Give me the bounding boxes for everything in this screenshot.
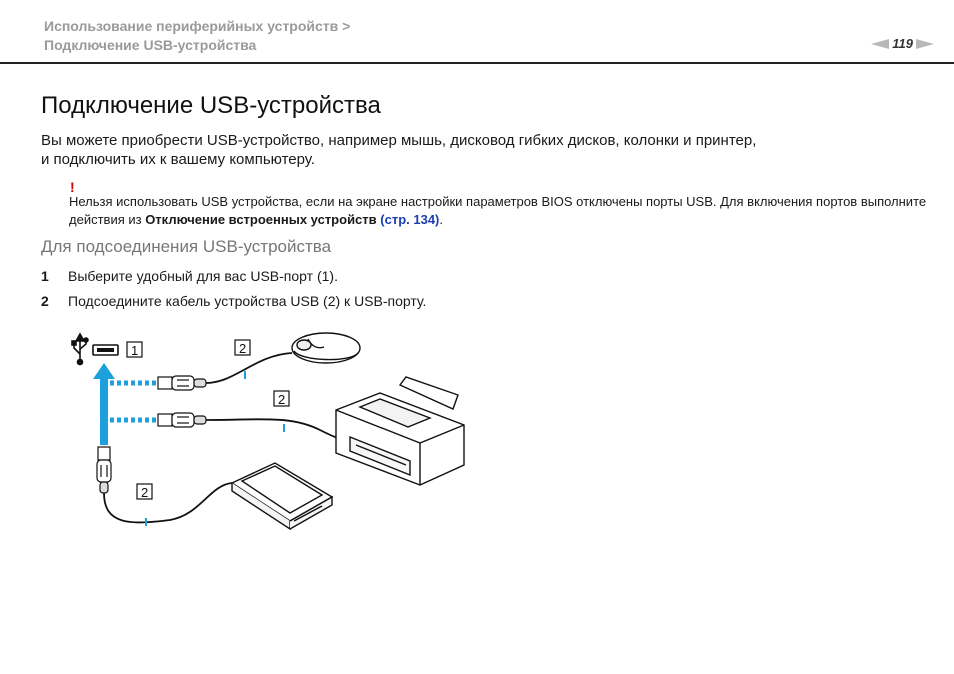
- breadcrumb: [44, 17, 350, 55]
- step-number: 1: [41, 268, 49, 284]
- intro-line-2: и подключить их к вашему компьютеру.: [41, 151, 315, 168]
- usb-port-icon: [93, 345, 118, 355]
- note-bold-reference: Отключение встроенных устройств: [145, 212, 377, 227]
- usb-connection-diagram: [60, 325, 480, 540]
- step-number: 2: [41, 293, 49, 309]
- intro-paragraph: [41, 131, 921, 169]
- usb-plug-icon: [158, 413, 206, 427]
- floppy-cable: [104, 483, 232, 522]
- note-text: Нельзя использовать USB устройства, если на экране настройки параметров BIOS отключены порты USB. Для включения портов выполните действия из: [69, 194, 927, 227]
- section-subheading: Для подсоединения USB-устройства: [41, 237, 332, 256]
- callout-label: 2: [278, 392, 286, 407]
- insert-direction-arrow-icon: [93, 363, 115, 445]
- step-item: [41, 292, 426, 310]
- step-text: Подсоедините кабель устройства USB (2) к USB-порту.: [68, 293, 427, 309]
- note-end: .: [439, 212, 444, 227]
- warning-note: [69, 193, 929, 229]
- previous-page-arrow-icon[interactable]: [871, 39, 889, 49]
- printer-icon: [336, 377, 464, 485]
- callout-label: 2: [141, 485, 149, 500]
- page-number: 119: [892, 36, 913, 51]
- step-item: [41, 267, 338, 285]
- mouse-cable: [206, 353, 292, 383]
- usb-symbol-icon: [72, 334, 88, 365]
- mouse-icon: [292, 333, 360, 363]
- page-title: Подключение USB-устройства: [41, 92, 381, 119]
- usb-plug-icon: [158, 376, 206, 390]
- breadcrumb-section[interactable]: Использование периферийных устройств >: [44, 18, 351, 34]
- floppy-drive-icon: [232, 463, 332, 529]
- breadcrumb-current: Подключение USB-устройства: [44, 37, 257, 53]
- warning-icon: !: [70, 179, 75, 195]
- next-page-arrow-icon[interactable]: [916, 39, 934, 49]
- printer-cable: [206, 419, 347, 439]
- intro-line-1: Вы можете приобрести USB-устройство, например мышь, дисковод гибких дисков, колонки и принтер,: [41, 132, 757, 149]
- page-navigator: [871, 36, 934, 51]
- header-divider: [0, 62, 954, 64]
- usb-plug-icon: [97, 447, 111, 493]
- callout-label: 2: [239, 341, 247, 356]
- callout-label: 1: [131, 343, 139, 358]
- page-reference-link[interactable]: (стр. 134): [380, 212, 440, 227]
- step-text: Выберите удобный для вас USB-порт (1).: [68, 268, 338, 284]
